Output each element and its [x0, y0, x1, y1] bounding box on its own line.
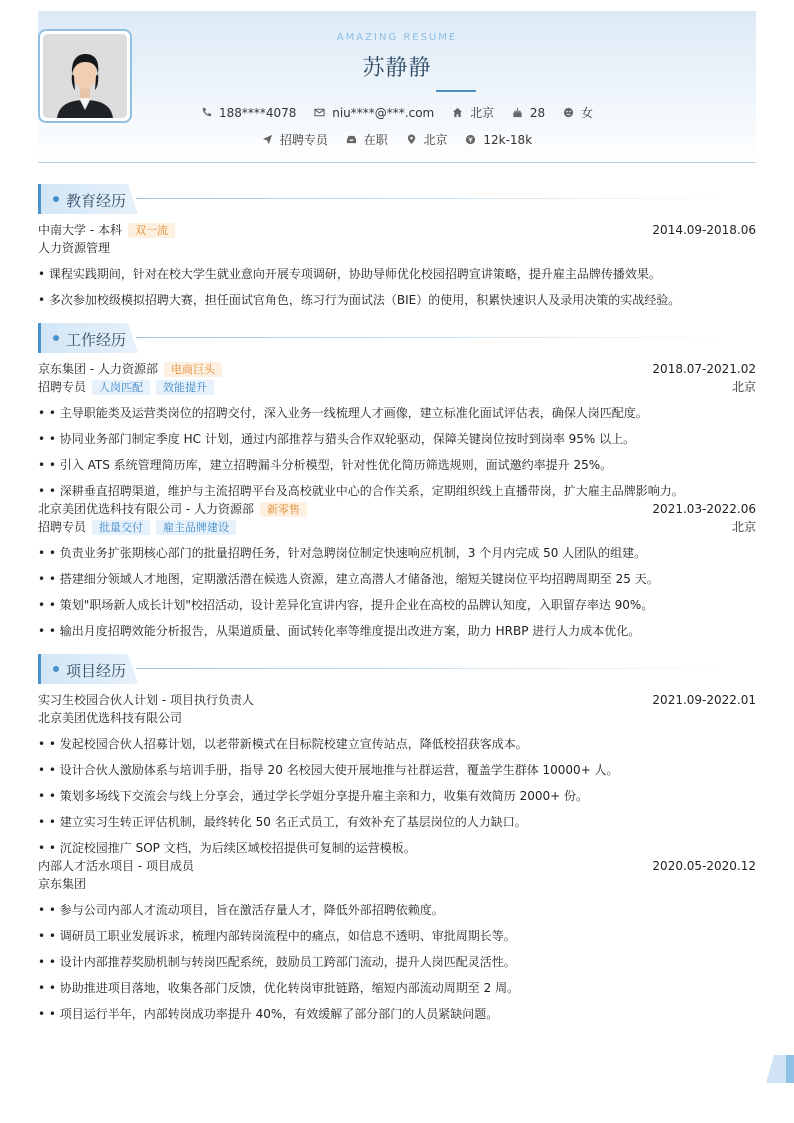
list-item: • • 调研员工职业发展诉求，梳理内部转岗流程中的痛点，如信息不透明、审批周期长等。 [38, 929, 516, 943]
inbox-icon [346, 134, 357, 145]
resume-header [38, 11, 756, 163]
list-item: • • 建立实习生转正评估机制，最终转化 50 名正式员工，有效补充了基层岗位的人力缺口。 [38, 815, 527, 829]
section-title: 教育经历 [66, 192, 127, 210]
work-date: 2021.03-2022.06 [652, 502, 756, 516]
target-city-item [406, 131, 448, 148]
send-icon [262, 134, 273, 145]
position-text: 招聘专员 [279, 133, 328, 147]
job-intent-row [38, 131, 756, 148]
phone-text: 188****4078 [218, 105, 297, 120]
target-city-text: 北京 [423, 133, 448, 147]
section-divider [136, 337, 736, 338]
resume-page [38, 11, 756, 1021]
gender-text: 女 [581, 106, 594, 120]
list-item: • 多次参加校级模拟招聘大赛，担任面试官角色，练习行为面试法（BIE）的使用，积累快速识人及录用决策的实战经验。 [38, 293, 681, 307]
list-item: • • 引入 ATS 系统管理简历库，建立招聘漏斗分析模型，针对性优化简历筛选规则，面试邀约率提升 25%。 [38, 458, 613, 472]
position-item [262, 131, 328, 148]
salary-text: 12k-18k [483, 132, 533, 147]
list-item: • • 协助推进项目落地，收集各部门反馈，优化转岗审批链路，缩短内部流动周期至 2 周。 [38, 981, 520, 995]
corner-decoration [766, 1055, 794, 1083]
project-date: 2021.09-2022.01 [652, 693, 756, 707]
email-text: niu****@***.com [332, 105, 435, 120]
company-name: 北京美团优选科技有限公司 - 人力资源部 [38, 502, 254, 516]
list-item: • • 主导职能类及运营类岗位的招聘交付，深入业务一线梳理人才画像，建立标准化面试评估表，确保人岗匹配度。 [38, 406, 648, 420]
city-text: 北京 [470, 106, 495, 120]
project-org: 京东集团 [38, 877, 87, 891]
school-name: 中南大学 - 本科 [38, 223, 122, 237]
education-date: 2014.09-2018.06 [652, 223, 756, 237]
section-dot-icon [53, 666, 59, 672]
project-section-header [38, 654, 756, 684]
project-org: 北京美团优选科技有限公司 [38, 711, 183, 725]
name-underline [436, 90, 476, 92]
project-entry [38, 691, 756, 857]
home-icon [452, 107, 463, 118]
work-date: 2018.07-2021.02 [652, 362, 756, 376]
section-title: 项目经历 [66, 662, 127, 680]
list-item: • • 沉淀校园推广 SOP 文档，为后续区域校招提供可复制的运营模板。 [38, 841, 416, 855]
gender-item [563, 104, 593, 121]
cake-icon [512, 107, 523, 118]
phone-item [201, 106, 296, 120]
education-section-header [38, 184, 756, 214]
list-item: • • 协同业务部门制定季度 HC 计划，通过内部推荐与猎头合作双轮驱动，保障关键岗位按时到岗率 95% 以上。 [38, 432, 636, 446]
project-name: 内部人才活水项目 - 项目成员 [38, 859, 194, 873]
contact-row [38, 104, 756, 121]
age-item [512, 106, 545, 120]
work-section-header [38, 323, 756, 353]
list-item: • • 项目运行半年，内部转岗成功率提升 40%，有效缓解了部分部门的人员紧缺问题。 [38, 1007, 499, 1021]
job-role: 招聘专员 [38, 520, 87, 534]
skill-tag: 效能提升 [156, 380, 214, 395]
section-divider [136, 198, 736, 199]
mail-icon [314, 107, 325, 118]
salary-icon [465, 134, 476, 145]
section-title: 工作经历 [66, 331, 127, 349]
job-role: 招聘专员 [38, 380, 87, 394]
salary-item [465, 133, 532, 147]
company-tag: 新零售 [260, 502, 307, 517]
company-name: 京东集团 - 人力资源部 [38, 362, 158, 376]
list-item: • • 设计合伙人激励体系与培训手册，指导 20 名校园大使开展地推与社群运营，覆盖学生群体 10000+ 人。 [38, 763, 619, 777]
skill-tag: 批量交付 [92, 520, 150, 535]
list-item: • • 负责业务扩张期核心部门的批量招聘任务，针对急聘岗位制定快速响应机制，3 个月内完成 50 人团队的组建。 [38, 546, 647, 560]
resume-subtitle: AMAZING RESUME [336, 32, 458, 43]
work-entry [38, 500, 756, 640]
candidate-name: 苏静静 [362, 56, 432, 81]
list-item: • • 发起校园合伙人招募计划，以老带新模式在目标院校建立宣传站点，降低校招获客成本。 [38, 737, 528, 751]
work-location: 北京 [731, 520, 756, 534]
list-item: • • 深耕垂直招聘渠道，维护与主流招聘平台及高校就业中心的合作关系，定期组织线上直播带岗，扩大雇主品牌影响力。 [38, 484, 684, 498]
status-text: 在职 [363, 133, 388, 147]
age-text: 28 [529, 105, 546, 120]
project-entry [38, 857, 756, 1023]
work-entry [38, 360, 756, 500]
skill-tag: 人岗匹配 [92, 380, 150, 395]
list-item: • • 参与公司内部人才流动项目，旨在激活存量人才，降低外部招聘依赖度。 [38, 903, 444, 917]
list-item: • • 搭建细分领域人才地图，定期激活潜在候选人资源，建立高潜人才储备池，缩短关键岗位平均招聘周期至 25 天。 [38, 572, 659, 586]
list-item: • • 设计内部推荐奖励机制与转岗匹配系统，鼓励员工跨部门流动，提升人岗匹配灵活性。 [38, 955, 516, 969]
education-entry [38, 221, 756, 309]
project-date: 2020.05-2020.12 [652, 859, 756, 873]
phone-icon [201, 107, 212, 118]
list-item: • • 输出月度招聘效能分析报告，从渠道质量、面试转化率等维度提出改进方案，助力 HRBP 进行人力成本优化。 [38, 624, 641, 638]
email-item [314, 106, 434, 120]
list-item: • 课程实践期间，针对在校大学生就业意向开展专项调研，协助导师优化校园招聘宣讲策略，提升雇主品牌传播效果。 [38, 267, 661, 281]
list-item: • • 策划"职场新人成长计划"校招活动，设计差异化宣讲内容，提升企业在高校的品牌认知度，入职留存率达 90%。 [38, 598, 654, 612]
list-item: • • 策划多场线下交流会与线上分享会，通过学长学姐分享提升雇主亲和力，收集有效简历 2000+ 份。 [38, 789, 589, 803]
section-dot-icon [53, 196, 59, 202]
status-item [346, 131, 388, 148]
gender-icon [563, 107, 574, 118]
major: 人力资源管理 [38, 241, 111, 255]
project-name: 实习生校园合伙人计划 - 项目执行负责人 [38, 693, 254, 707]
section-divider [136, 668, 736, 669]
company-tag: 电商巨头 [164, 362, 222, 377]
skill-tag: 雇主品牌建设 [156, 520, 236, 535]
section-dot-icon [53, 335, 59, 341]
location-icon [406, 134, 417, 145]
city-item [452, 104, 494, 121]
school-tag: 双一流 [128, 223, 175, 238]
work-location: 北京 [731, 380, 756, 394]
